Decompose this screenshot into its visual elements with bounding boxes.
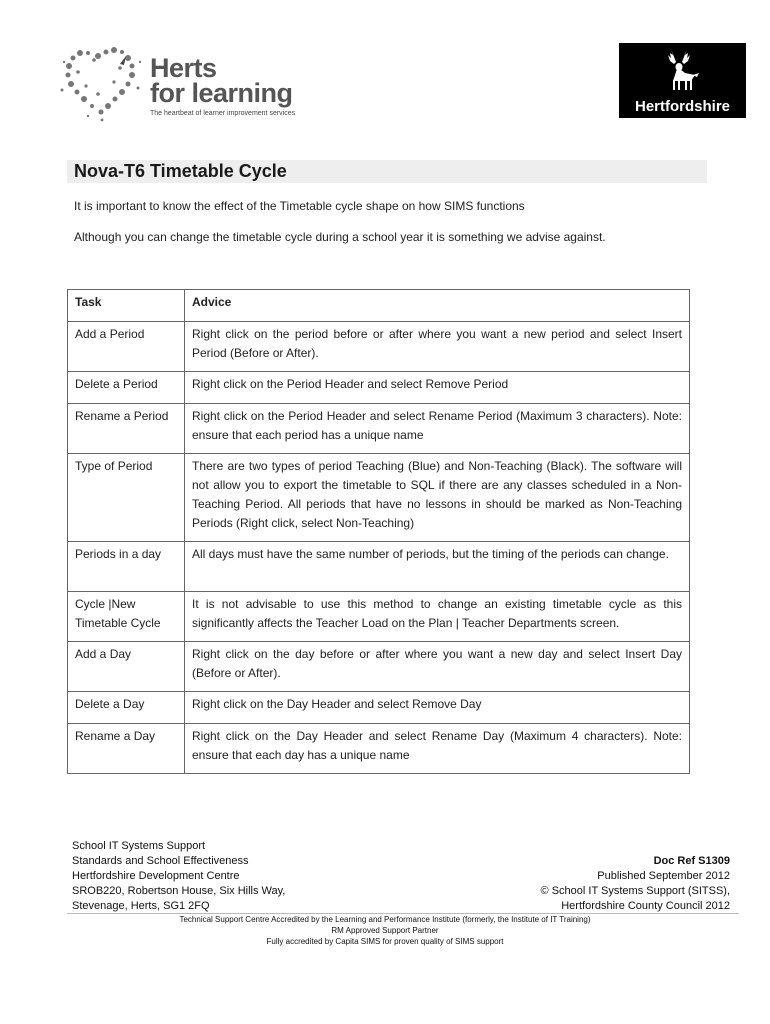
header-advice: Advice (185, 290, 690, 322)
hfl-name (150, 53, 293, 108)
footer-right-line: © School IT Systems Support (SITSS), (540, 885, 730, 897)
task-cell: Add a Day (68, 642, 185, 692)
herts-for-learning-logo (58, 42, 308, 124)
advice-cell: Right click on the Day Header and select Remove Day (185, 692, 690, 724)
intro-paragraph-1: It is important to know the effect of the Timetable cycle shape on how SIMS functions (74, 199, 525, 213)
accreditation-line: RM Approved Support Partner (331, 926, 439, 935)
hfl-line1: Herts (150, 53, 217, 83)
footer-left-line: Stevenage, Herts, SG1 2FQ (72, 900, 210, 912)
accreditation-line: Technical Support Centre Accredited by the Learning and Performance Institute (formerly, the Institute of IT Training) (179, 915, 591, 924)
hertfordshire-logo (619, 43, 746, 118)
footer-left-line: Hertfordshire Development Centre (72, 870, 240, 882)
advice-cell: There are two types of period Teaching (Blue) and Non-Teaching (Black). The software will not allow you to export the timetable to SQL if there are any classes scheduled in a Non-Teaching Period. All periods that have no lessons in should be marked as Non-Teaching Periods (Right click, select Non-Teaching) (185, 454, 690, 542)
hfl-tagline: The heartbeat of learner improvement services (150, 110, 296, 117)
header-task: Task (68, 290, 185, 322)
footer-right-line: Hertfordshire County Council 2012 (561, 900, 730, 912)
table-row (68, 692, 690, 724)
task-cell: Delete a Day (68, 692, 185, 724)
advice-cell: It is not advisable to use this method to change an existing timetable cycle as this significantly affects the Teacher Load on the Plan | Teacher Departments screen. (185, 592, 690, 642)
footer-address (72, 839, 285, 914)
accreditation-line: Fully accredited by Capita SIMS for proven quality of SIMS support (266, 937, 504, 946)
table-row (68, 322, 690, 372)
footer-left-line: SROB220, Robertson House, Six Hills Way, (72, 885, 286, 897)
advice-cell: Right click on the day before or after where you want a new day and select Insert Day (Before or After). (185, 642, 690, 692)
task-cell: Rename a Day (68, 724, 185, 774)
table-row (68, 724, 690, 774)
page-title: Nova-T6 Timetable Cycle (74, 161, 287, 181)
intro-paragraph-2: Although you can change the timetable cycle during a school year it is something we advise against. (74, 230, 606, 244)
footer-publication (541, 854, 730, 914)
footer-accreditation (0, 914, 770, 947)
table-row (68, 542, 690, 592)
task-cell: Delete a Period (68, 372, 185, 404)
table-row (68, 454, 690, 542)
advice-cell: Right click on the Day Header and select Rename Day (Maximum 4 characters). Note: ensure that each day has a unique name (185, 724, 690, 774)
hfl-line2: for learning (150, 78, 293, 108)
stag-icon (657, 47, 705, 91)
advice-cell: All days must have the same number of periods, but the timing of the periods can change. (185, 542, 690, 592)
footer-left-line: School IT Systems Support (72, 840, 206, 852)
footer-left-line: Standards and School Effectiveness (72, 855, 249, 867)
task-cell: Type of Period (68, 454, 185, 542)
table-row (68, 642, 690, 692)
footer-right-line: Published September 2012 (597, 870, 730, 882)
task-cell: Rename a Period (68, 404, 185, 454)
heart-dots-icon (58, 42, 144, 124)
hertfordshire-name: Hertfordshire (634, 98, 731, 115)
table-row (68, 372, 690, 404)
advice-cell: Right click on the Period Header and select Rename Period (Maximum 3 characters). Note: ensure that each period has a unique name (185, 404, 690, 454)
task-cell: Add a Period (68, 322, 185, 372)
task-cell: Cycle |New Timetable Cycle (68, 592, 185, 642)
table-header-row (68, 290, 690, 322)
doc-ref: Doc Ref S1309 (653, 855, 730, 867)
advice-cell: Right click on the period before or after where you want a new period and select Insert Period (Before or After). (185, 322, 690, 372)
task-cell: Periods in a day (68, 542, 185, 592)
advice-cell: Right click on the Period Header and select Remove Period (185, 372, 690, 404)
advice-table (67, 289, 690, 774)
table-row (68, 404, 690, 454)
table-row (68, 592, 690, 642)
